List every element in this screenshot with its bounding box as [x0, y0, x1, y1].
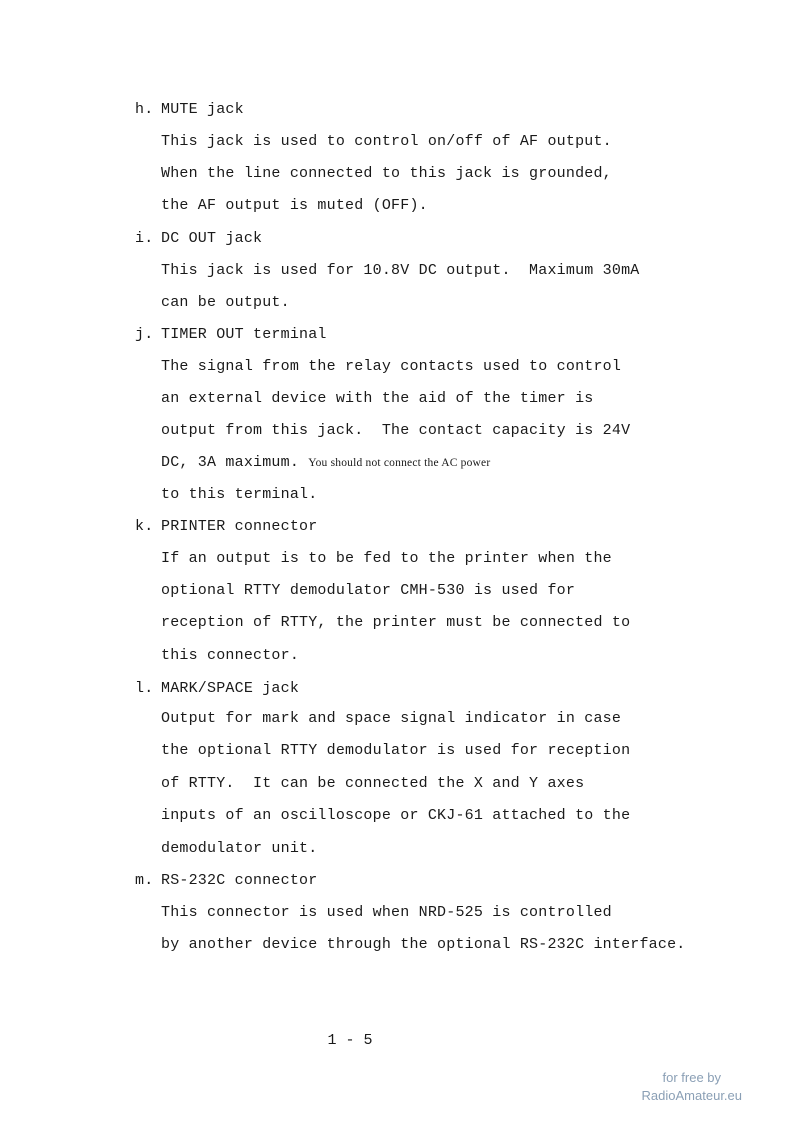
watermark [642, 1069, 742, 1105]
body-line: When the line connected to this jack is grounded, [161, 165, 612, 182]
section-title: DC OUT jack [161, 230, 263, 247]
small-note: You should not connect the AC power [308, 457, 491, 469]
section-title: RS-232C connector [161, 872, 318, 889]
section-heading-k [135, 517, 317, 537]
body-text: DC, 3A maximum. [161, 454, 300, 471]
body-line: Output for mark and space signal indicator in case [161, 710, 622, 727]
body-line [161, 453, 490, 473]
section-letter: i. [135, 230, 154, 247]
section-letter: k. [135, 518, 154, 535]
body-line: demodulator unit. [161, 840, 318, 857]
section-letter: h. [135, 101, 154, 118]
body-line: the AF output is muted (OFF). [161, 197, 428, 214]
section-title: TIMER OUT terminal [161, 326, 327, 343]
section-letter: j. [135, 326, 154, 343]
watermark-line-1: for free by [662, 1070, 722, 1085]
body-line: an external device with the aid of the timer is [161, 390, 594, 407]
section-heading-h [135, 100, 244, 120]
section-heading-i [135, 229, 262, 249]
body-line: The signal from the relay contacts used to control [161, 358, 622, 375]
section-letter: l. [135, 680, 154, 697]
body-line: by another device through the optional RS-232C interface. [161, 936, 686, 953]
section-title: MUTE jack [161, 101, 244, 118]
body-line: optional RTTY demodulator CMH-530 is used for [161, 582, 576, 599]
body-line: If an output is to be fed to the printer when the [161, 550, 612, 567]
body-line: inputs of an oscilloscope or CKJ-61 attached to the [161, 807, 631, 824]
section-title: PRINTER connector [161, 518, 318, 535]
page-number: 1 - 5 [327, 1032, 373, 1049]
section-heading-j [135, 325, 327, 345]
body-line: the optional RTTY demodulator is used for reception [161, 742, 631, 759]
body-line: this connector. [161, 647, 300, 664]
body-line: can be output. [161, 294, 290, 311]
section-heading-m [135, 871, 317, 891]
body-line: output from this jack. The contact capacity is 24V [161, 422, 631, 439]
body-line: reception of RTTY, the printer must be connected to [161, 614, 631, 631]
watermark-line-2: RadioAmateur.eu [641, 1088, 742, 1103]
section-heading-l [135, 679, 299, 699]
section-title: MARK/SPACE jack [161, 680, 300, 697]
body-line: This connector is used when NRD-525 is controlled [161, 904, 612, 921]
body-line: This jack is used to control on/off of AF output. [161, 133, 612, 150]
section-letter: m. [135, 872, 154, 889]
body-line: of RTTY. It can be connected the X and Y axes [161, 775, 585, 792]
body-line: This jack is used for 10.8V DC output. Maximum 30mA [161, 262, 640, 279]
body-line: to this terminal. [161, 486, 318, 503]
